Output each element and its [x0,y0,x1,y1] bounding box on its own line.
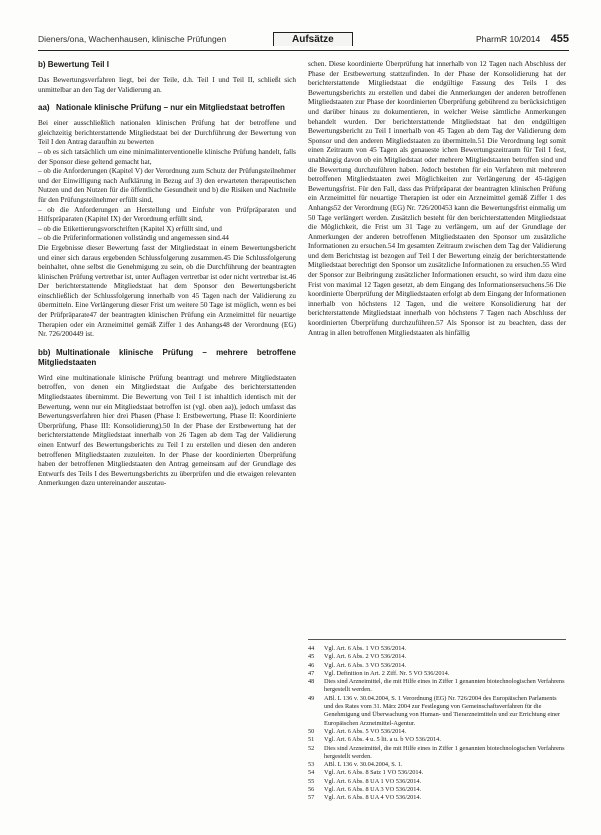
footnote-text: Vgl. Art. 6 Abs. 2 VO 536/2014. [324,653,407,661]
right-paragraph-1: schen. Diese koordinierte Überprüfung hat innerhalb von 12 Tagen nach Abschluss der Phase der Erstbewertung stattzufinden. In der Phase der Konsolidierung hat der berichterstattende Mitgliedstaat die endgültige Fassung des Teils I des Bewertungsberichts zu erstellen und dabei die Anmerkungen der anderen betroffenen Mitgliedstaaten zur Phase der koordinierten Überprüfung gebührend zu berücksichtigen und darüber hinaus zu dokumentieren, in welcher Weise sämtliche Anmerkungen behandelt wurden. Der berichterstattende Mitgliedstaat hat den endgültigen Bewertungsbericht zu Teil I innerhalb von 45 Tagen ab dem Tag der Validierung dem Sponsor und den anderen Mitgliedstaaten zu übermitteln.51 Die Verordnung legt somit einen Zeitraum von 45 Tagen als genaueste ichen Bewertungszeitraum für Teil I fest, unabhängig davon ob ein Mitgliedstaat oder mehrere Mitgliedstaaten betroffen sind und die Bewertung durchzuführen haben. Jedoch bestehen für ein Verfahren mit mehreren betroffenen Mitgliedstaaten zwei Möglichkeiten zur Verlängerung der 45-tägigen Bewertungsfrist. Für den Fall, dass das Prüfpräparat der beantragten klinischen Prüfung ein Arzneimittel für neuartige Therapien ist oder ein Arzneimittel gemäß Ziffer 1 des Anhangs52 der Verordnung (EG) Nr. 726/200453 kann die Bewertungsfrist einmalig um 50 Tage verlängert werden. Zusätzlich besteht für den berichterstattenden Mitgliedstaat die Möglichkeit, die Frist um 31 Tage zu verlängern, um auf der Grundlage der Anmerkungen der anderen betroffenen Mitgliedstaaten den Sponsor um zusätzliche Informationen zu ersuchen.54 Im gesamten Zeitraum zwischen dem Tag der Validierung und dem Berichtstag ist bezogen auf Teil I der Bewertung einzig der berichterstattende Mitgliedstaat berechtigt den Sponsor um zusätzliche Informationen zu ersuchen.55 Wird der Sponsor zur Beibringung zusätzlicher Informationen ersucht, so wird ihm dazu eine Frist von maximal 12 Tagen gesetzt, ab dem Eingang des Informationsersuchens.56 Die koordinierte Überprüfung der Mitgliedstaaten erfolgt ab dem Eingang der Informationen innerhalb von höchstens 12 Tagen, und die weitere Konsolidierung hat der berichterstattende Mitgliedstaat innerhalb von höchstens 7 Tagen nach Abschluss der koordinierten Überprüfung durchzuführen.57 Als Sponsor ist zu beachten, dass der Antrag in allen betroffenen Mitgliedstaaten als hinfällig [308,60,566,337]
journal-info [476,33,569,45]
footnote-text: Vgl. Art. 6 Abs. 8 UA 3 VO 536/2014. [324,786,422,794]
footnote [308,778,566,786]
journal-issue: PharmR 10/2014 [476,34,541,44]
footnote-number: 46 [308,661,315,669]
heading-aa-label: aa) [38,103,50,113]
footnote-number: 48 [308,678,315,686]
footnote-number: 44 [308,645,315,652]
bullet-item: – ob die Etikettierungsvorschriften (Kapitel X) erfüllt sind, und [38,224,222,233]
heading-b: b) Bewertung Teil I [38,60,109,69]
footnote-text: Vgl. Definition in Art. 2 Ziff. Nr. 5 VO 536/2014. [324,669,450,677]
footnote-number: 52 [308,744,315,752]
footnote-text: Dies sind Arzneimittel, die mit Hilfe eines in Ziffer 1 genannten biotechnologischen Verfahrens hergestellt werden. [324,678,565,694]
footnote-number: 57 [308,794,315,802]
footnote-text: Vgl. Art. 6 Abs. 1 VO 536/2014. [324,645,407,652]
footnote-number: 54 [308,769,315,777]
footnote [308,794,566,802]
footnotes [308,639,566,803]
footnote-text: Vgl. Art. 6 Abs. 8 Satz 1 VO 536/2014. [324,769,424,777]
bb-paragraph-1: Wird eine multinationale klinische Prüfung beantragt und mehrere Mitgliedstaaten betroffen, von denen ein Mitgliedstaat die Aufgabe des berichterstattenden Mitgliedstaates übernimmt. Die Bewertung von Teil I ist inhaltlich identisch mit der Bewertung, wenn nur ein Mitgliedstaat betroffen ist (vgl. oben aa)), jedoch umfasst das Bewertungsverfahren hier drei Phasen (Phase I: Erstbewertung, Phase II: Koordinierte Überprüfung, Phase III: Konsolidierung).50 In der Phase der Erstbewertung hat der berichterstattende Mitgliedstaat innerhalb von 26 Tagen ab dem Tag der Validierung einen Entwurf des Bewertungsberichts zu Teil I zu erstellen und diesen den anderen betroffenen Mitgliedstaaten zuzuleiten. In der Phase der koordinierten Überprüfung haben der betroffenen Mitgliedstaaten den Antrag gemeinsam auf der Grundlage des Entwurfs des Teils I des Bewertungsberichts zu überprüfen und die etwaigen relevanten Anmerkungen dazu untereinander auszutau- [38,373,296,488]
right-column [308,60,566,338]
section-label: Aufsätze [273,32,353,46]
heading-aa-text: Nationale klinische Prüfung – nur ein Mitgliedstaat betroffen [56,103,285,113]
bullet-item: – ob es sich tatsächlich um eine minimalinterventionelle klinische Prüfung handelt, falls der Sponsor diese geltend gemacht hat, [38,147,296,166]
footnote-number: 53 [308,761,315,769]
left-column [38,60,296,489]
page-header [38,28,569,51]
footnote-number: 45 [308,653,315,661]
aa-paragraph-2: Die Ergebnisse dieser Bewertung fasst der Mitgliedstaat in einem Bewertungsbericht und einer sich daraus ergebenden Schlussfolgerung zusammen.45 Die Schlussfolgerung beinhaltet, ohne selbst die Genehmigung zu sein, ob die Durchführung der beantragten klinischen Prüfung vertretbar ist, unter Auflagen vertretbar ist oder nicht vertretbar ist.46 Der berichterstattende Mitgliedstaat hat dem Sponsor den Bewertungsbericht einschließlich der Schlussfolgerung innerhalb von 45 Tagen nach der Validierung zu übermitteln. Eine Verlängerung dieser Frist um weitere 50 Tage ist möglich, wenn es bei der Prüfpräparate47 der beantragten klinischen Prüfung ein Arzneimittel für neuartige Therapien oder ein Arzneimittel gemäß Ziffer 1 des Anhangs48 der Verordnung (EG) Nr. 726/200449 ist. [38,243,296,339]
footnote-text: ABl. L 136 v. 30.04.2004, S. 1 Verordnung (EG) Nr. 726/2004 des Europäischen Parlaments und des Rates vom 31. März 2004 zur Festlegung von Gemeinschaftsverfahren für die Genehmigung und Überwachung von Human- und Tierarzneimitteln und zur Errichtung einer Europäischen Arzneimittel-Agentur. [324,694,561,727]
footnote [308,728,566,736]
footnote [308,662,566,670]
running-head-authors: Dieners/ona, Wachenhausen, klinische Prüfungen [38,34,227,44]
footnote-number: 47 [308,669,315,677]
aa-paragraph-1: Bei einer ausschließlich nationalen klinischen Prüfung hat der betroffene und gleichzeitig berichterstattende Mitgliedstaat bei der Durchführung der Bewertung von Teil I den Antrag daraufhin zu bewerten [38,119,296,147]
footnote-text: Vgl. Art. 6 Abs. 3 VO 536/2014. [324,661,407,669]
footnote [308,736,566,744]
intro-paragraph: Das Bewertungsverfahren liegt, bei der Teile, d.h. Teil I und Teil II, schließt sich unmittelbar an den Tag der Validierung an. [38,76,296,94]
footnote [308,678,566,695]
footnote [308,769,566,777]
footnote [308,695,566,728]
footnote [308,670,566,678]
footnote-number: 51 [308,736,315,744]
footnote-text: ABl. L 136 v. 30.04.2004, S. 1. [324,761,403,769]
footnote-text: Vgl. Art. 6 Abs. 5 VO 536/2014. [324,727,407,735]
footnote [308,653,566,661]
bullet-item: – ob die Anforderungen an Herstellung und Einfuhr von Prüfpräparaten und Hilfspräparaten (Kapitel IX) der Verordnung erfüllt sind, [38,205,296,224]
page-number: 455 [550,33,569,45]
heading-bb-text: Multinationale klinische Prüfung – mehrere betroffene Mitgliedstaaten [38,347,296,367]
footnote-text: Vgl. Art. 6 Abs. 8 UA 1 VO 536/2014. [324,777,422,785]
footnote [308,761,566,769]
footnote-number: 49 [308,694,315,702]
footnote-number: 55 [308,777,315,785]
heading-bb [38,348,296,368]
footnote-text: Vgl. Art. 6 Abs. 4 u. 5 lit. a u. b VO 536/2014. [324,736,441,744]
heading-aa [38,103,296,113]
bullet-item: – ob die Prüferinformationen vollständig und angemessen sind.44 [38,234,229,243]
footnote-number: 50 [308,727,315,735]
footnote [308,645,566,653]
bullet-item: – ob die Anforderungen (Kapitel V) der Verordnung zum Schutz der Prüfungsteilnehmer und der Einwilligung nach Aufklärung in Bezug auf 3) den erwarteten therapeutischen Nutzen und den Nutzen für die öffentliche Gesundheit und b) die Risiken und Nachteile für den Prüfungsteilnehmer erfüllt sind, [38,167,296,204]
heading-bb-label: bb) [38,347,51,357]
footnote-number: 56 [308,786,315,794]
footnote-text: Dies sind Arzneimittel, die mit Hilfe eines in Ziffer 1 genannten biotechnologischen Verfahrens hergestellt werden. [324,744,565,760]
footnote [308,745,566,762]
footnote-text: Vgl. Art. 6 Abs. 8 UA 4 VO 536/2014. [324,794,422,802]
footnote [308,786,566,794]
